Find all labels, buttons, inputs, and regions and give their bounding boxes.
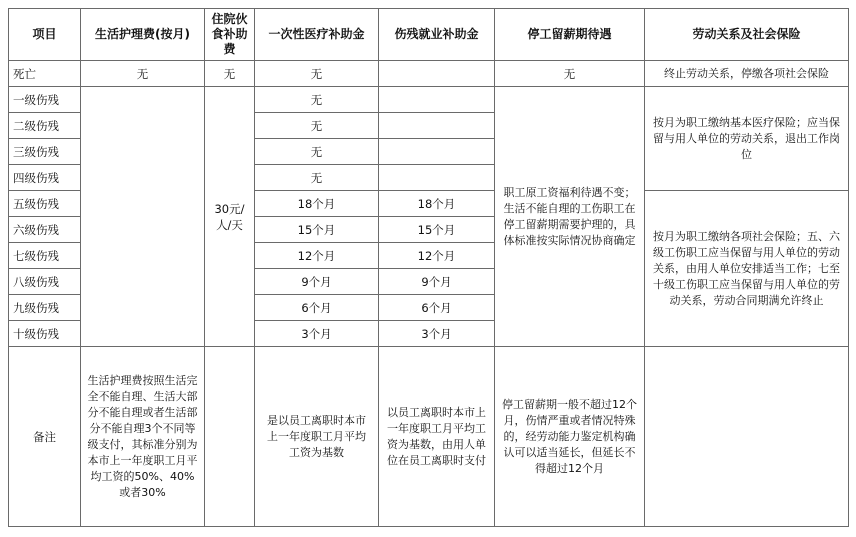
header-medical-subsidy: 一次性医疗补助金	[255, 9, 379, 61]
remarks-row	[9, 347, 849, 527]
header-employment-subsidy: 伤残就业补助金	[379, 9, 495, 61]
grade-medical-subsidy: 无	[255, 139, 379, 165]
grade-employment-subsidy	[379, 113, 495, 139]
remarks-nursing-fee: 生活护理费按照生活完全不能自理、生活大部分不能自理或者生活部分不能自理3个不同等级支付，其标准分别为本市上一年度职工月平均工资的50%、40%或者30%	[81, 347, 205, 527]
row-label-grade: 四级伤残	[9, 165, 81, 191]
row-label-grade: 六级伤残	[9, 217, 81, 243]
grade-employment-subsidy: 18个月	[379, 191, 495, 217]
grade-employment-subsidy: 3个月	[379, 321, 495, 347]
row-label-grade: 一级伤残	[9, 87, 81, 113]
header-row	[9, 9, 849, 61]
grade-paid-leave-merged: 职工原工资福利待遇不变；生活不能自理的工伤职工在停工留薪期需要护理的，具体标准按实际情况协商确定	[495, 87, 645, 347]
labor-relation-grades-5-10: 按月为职工缴纳各项社会保险；五、六级工伤职工应当保留与用人单位的劳动关系，由用人单位安排适当工作；七至十级工伤职工应当保留与用人单位的劳动关系，劳动合同期满允许终止	[645, 191, 849, 347]
remarks-employment-subsidy: 以员工离职时本市上一年度职工月平均工资为基数，由用人单位在员工离职时支付	[379, 347, 495, 527]
header-labor-relation: 劳动关系及社会保险	[645, 9, 849, 61]
row-label-grade: 九级伤残	[9, 295, 81, 321]
death-medical-subsidy: 无	[255, 61, 379, 87]
grade-employment-subsidy: 15个月	[379, 217, 495, 243]
injury-benefits-table	[8, 8, 849, 527]
grade-employment-subsidy: 9个月	[379, 269, 495, 295]
header-nursing-fee: 生活护理费(按月)	[81, 9, 205, 61]
row-label-remarks: 备注	[9, 347, 81, 527]
remarks-meal-subsidy	[205, 347, 255, 527]
death-labor-relation: 终止劳动关系，停缴各项社会保险	[645, 61, 849, 87]
grade-employment-subsidy	[379, 165, 495, 191]
header-item: 项目	[9, 9, 81, 61]
row-label-grade: 五级伤残	[9, 191, 81, 217]
remarks-medical-subsidy: 是以员工离职时本市上一年度职工月平均工资为基数	[255, 347, 379, 527]
row-label-grade: 八级伤残	[9, 269, 81, 295]
grade-medical-subsidy: 18个月	[255, 191, 379, 217]
row-label-grade: 十级伤残	[9, 321, 81, 347]
grade-employment-subsidy: 12个月	[379, 243, 495, 269]
grade-employment-subsidy	[379, 87, 495, 113]
grade-meal-subsidy-merged: 30元/人/天	[205, 87, 255, 347]
grade-medical-subsidy: 3个月	[255, 321, 379, 347]
grade-medical-subsidy: 15个月	[255, 217, 379, 243]
grade-medical-subsidy: 无	[255, 113, 379, 139]
grade-nursing-fee-merged	[81, 87, 205, 347]
header-meal-subsidy: 住院伙食补助费	[205, 9, 255, 61]
row-label-grade: 二级伤残	[9, 113, 81, 139]
remarks-paid-leave: 停工留薪期一般不超过12个月，伤情严重或者情况特殊的，经劳动能力鉴定机构确认可以适当延长，但延长不得超过12个月	[495, 347, 645, 527]
table-row	[9, 87, 849, 113]
death-paid-leave: 无	[495, 61, 645, 87]
grade-medical-subsidy: 无	[255, 87, 379, 113]
death-row	[9, 61, 849, 87]
death-meal-subsidy: 无	[205, 61, 255, 87]
grade-medical-subsidy: 无	[255, 165, 379, 191]
labor-relation-grades-1-4: 按月为职工缴纳基本医疗保险；应当保留与用人单位的劳动关系，退出工作岗位	[645, 87, 849, 191]
grade-employment-subsidy: 6个月	[379, 295, 495, 321]
row-label-grade: 三级伤残	[9, 139, 81, 165]
grade-medical-subsidy: 12个月	[255, 243, 379, 269]
header-paid-leave: 停工留薪期待遇	[495, 9, 645, 61]
grade-medical-subsidy: 6个月	[255, 295, 379, 321]
row-label-grade: 七级伤残	[9, 243, 81, 269]
remarks-labor-relation	[645, 347, 849, 527]
row-label-death: 死亡	[9, 61, 81, 87]
grade-employment-subsidy	[379, 139, 495, 165]
death-nursing-fee: 无	[81, 61, 205, 87]
grade-medical-subsidy: 9个月	[255, 269, 379, 295]
death-employment-subsidy	[379, 61, 495, 87]
